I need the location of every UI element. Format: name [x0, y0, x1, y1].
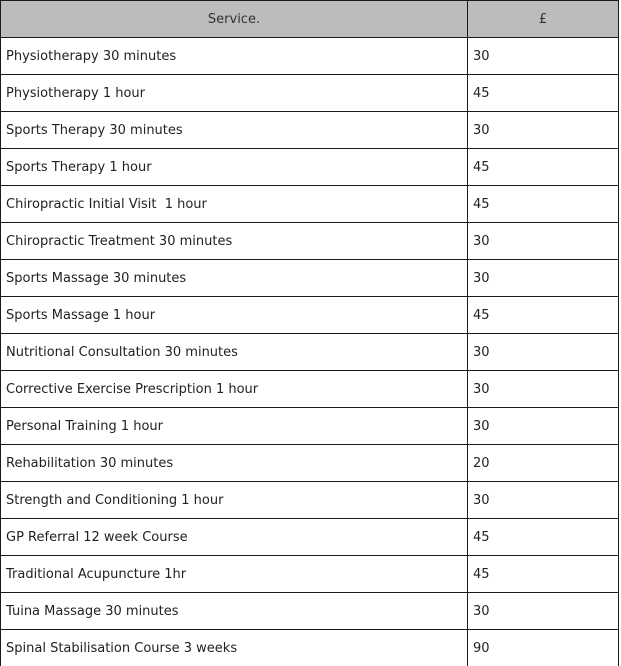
- price-cell: 45: [468, 297, 619, 334]
- price-cell: 90: [468, 630, 619, 666]
- table-body: [1, 38, 619, 666]
- service-cell: Personal Training 1 hour: [1, 408, 468, 445]
- price-cell: 45: [468, 186, 619, 223]
- service-cell: Tuina Massage 30 minutes: [1, 593, 468, 630]
- service-cell: Sports Massage 1 hour: [1, 297, 468, 334]
- price-cell: 30: [468, 260, 619, 297]
- price-cell: 30: [468, 482, 619, 519]
- price-cell: 30: [468, 223, 619, 260]
- table-row: [1, 186, 619, 223]
- price-cell: 20: [468, 445, 619, 482]
- service-cell: GP Referral 12 week Course: [1, 519, 468, 556]
- price-cell: 45: [468, 519, 619, 556]
- table-row: [1, 371, 619, 408]
- price-cell: 45: [468, 149, 619, 186]
- price-cell: 30: [468, 408, 619, 445]
- price-cell: 45: [468, 556, 619, 593]
- table-row: [1, 445, 619, 482]
- price-cell: 30: [468, 334, 619, 371]
- table-header: [1, 1, 619, 38]
- price-cell: 30: [468, 112, 619, 149]
- price-cell: 30: [468, 38, 619, 75]
- price-cell: 30: [468, 371, 619, 408]
- header-row: [1, 1, 619, 38]
- column-header-price: £: [468, 1, 619, 38]
- table-row: [1, 112, 619, 149]
- table-row: [1, 223, 619, 260]
- table-row: [1, 334, 619, 371]
- table-row: [1, 593, 619, 630]
- service-cell: Chiropractic Treatment 30 minutes: [1, 223, 468, 260]
- table-row: [1, 408, 619, 445]
- service-cell: Physiotherapy 30 minutes: [1, 38, 468, 75]
- service-cell: Chiropractic Initial Visit 1 hour: [1, 186, 468, 223]
- price-cell: 45: [468, 75, 619, 112]
- column-header-service: Service.: [1, 1, 468, 38]
- table-row: [1, 297, 619, 334]
- service-cell: Sports Massage 30 minutes: [1, 260, 468, 297]
- service-cell: Sports Therapy 1 hour: [1, 149, 468, 186]
- service-cell: Strength and Conditioning 1 hour: [1, 482, 468, 519]
- table-row: [1, 630, 619, 666]
- table-row: [1, 482, 619, 519]
- table-row: [1, 38, 619, 75]
- table-row: [1, 75, 619, 112]
- service-cell: Rehabilitation 30 minutes: [1, 445, 468, 482]
- table-row: [1, 149, 619, 186]
- price-cell: 30: [468, 593, 619, 630]
- service-cell: Sports Therapy 30 minutes: [1, 112, 468, 149]
- table-row: [1, 260, 619, 297]
- table-row: [1, 556, 619, 593]
- service-cell: Traditional Acupuncture 1hr: [1, 556, 468, 593]
- service-cell: Spinal Stabilisation Course 3 weeks: [1, 630, 468, 666]
- table-row: [1, 519, 619, 556]
- service-cell: Physiotherapy 1 hour: [1, 75, 468, 112]
- service-cell: Nutritional Consultation 30 minutes: [1, 334, 468, 371]
- service-cell: Corrective Exercise Prescription 1 hour: [1, 371, 468, 408]
